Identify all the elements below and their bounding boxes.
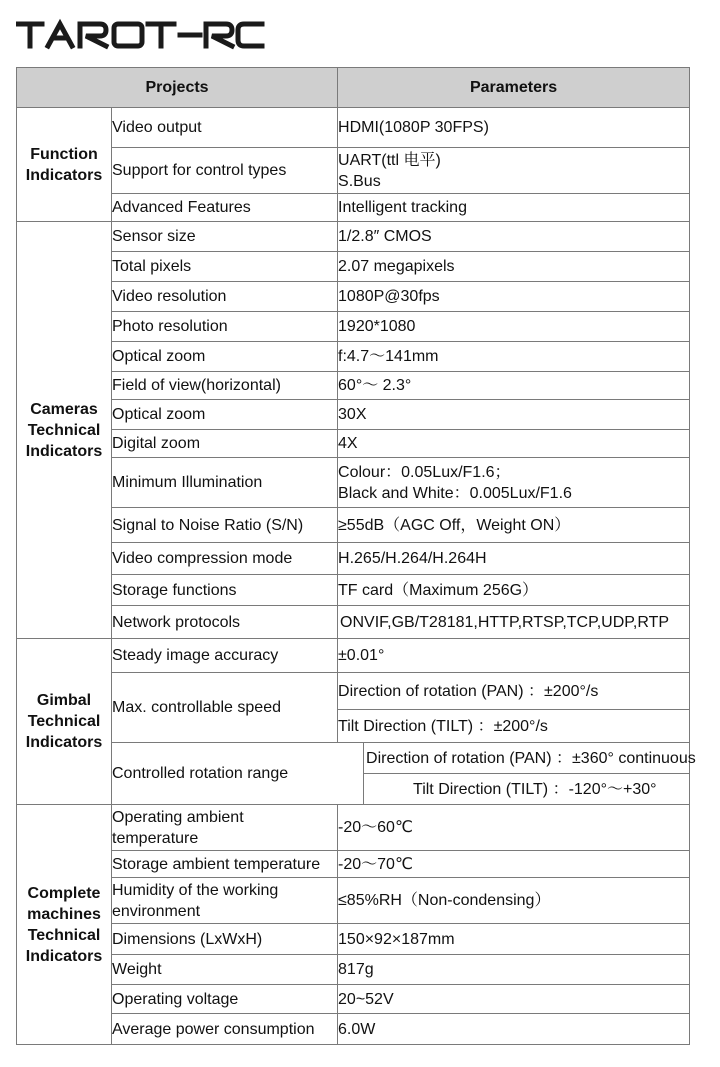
item-text-line: Optical zoom: [112, 406, 206, 423]
item-cell: Controlled rotation range: [112, 743, 364, 805]
table-row: [17, 458, 690, 508]
table-row: [17, 878, 690, 924]
value-text-line: -20～70℃: [338, 855, 413, 873]
item-text-line: Operating ambient: [112, 808, 244, 826]
value-cell: Direction of rotation (PAN) ：±200°/s: [338, 673, 690, 710]
value-text-line: ≥55dB（AGC Off，Weight ON）: [338, 516, 571, 534]
category-cell: [17, 108, 112, 222]
value-text-line: 150×92×187mm: [338, 930, 455, 948]
item-cell: [112, 282, 338, 312]
value-text-line: 20~52V: [338, 990, 394, 1008]
item-cell: Max. controllable speed: [112, 673, 338, 743]
item-cell: [112, 194, 338, 222]
value-text-line: Colour：0.05Lux/F1.6；: [338, 463, 511, 481]
item-cell: [112, 312, 338, 342]
category-label-line: Technical: [27, 926, 101, 944]
item-cell: [112, 878, 338, 924]
item-cell: Steady image accuracy: [112, 639, 338, 673]
value-cell: [338, 312, 690, 342]
item-cell: [112, 430, 338, 458]
category-label-line: Technical: [27, 421, 101, 439]
category-label-line: Indicators: [25, 166, 103, 184]
value-text-line: Black and White：0.005Lux/F1.6: [338, 484, 572, 502]
table-row: [17, 282, 690, 312]
table-row: [17, 508, 690, 543]
category-label-line: Cameras: [30, 400, 98, 418]
category-cell: [17, 805, 112, 1045]
item-text-line: Average power consumption: [112, 1020, 315, 1038]
item-cell: [112, 222, 338, 252]
item-cell: [112, 805, 338, 851]
value-text-line: H.265/H.264/H.264H: [338, 550, 487, 567]
value-text-line: HDMI(1080P 30FPS): [338, 119, 489, 136]
item-text-line: Operating voltage: [112, 990, 239, 1008]
table-row: [17, 575, 690, 606]
value-text-line: 2.07 megapixels: [338, 258, 455, 275]
value-text-line: S.Bus: [338, 172, 381, 190]
table-row: [17, 342, 690, 372]
value-text-line: 6.0W: [338, 1020, 376, 1038]
value-cell: [338, 805, 690, 851]
item-cell: [112, 575, 338, 606]
value-text-line: ≤85%RH（Non-condensing）: [338, 892, 551, 909]
item-text-line: Video compression mode: [112, 550, 293, 567]
value-cell: Direction of rotation (PAN) ：±360° continuous: [364, 743, 690, 774]
value-text-line: 30X: [338, 406, 367, 423]
category-label-line: machines: [27, 905, 101, 923]
item-text-line: Sensor size: [112, 228, 196, 245]
table-row: [17, 955, 690, 985]
value-cell: [338, 342, 690, 372]
table-row: [17, 194, 690, 222]
value-cell: [338, 458, 690, 508]
value-text-line: 1/2.8″ CMOS: [338, 228, 432, 245]
value-text-line: f:4.7～141mm: [338, 348, 439, 365]
value-text-line: Intelligent tracking: [338, 199, 467, 216]
item-text-line: Video output: [112, 119, 202, 136]
value-cell: [338, 955, 690, 985]
item-text-line: Signal to Noise Ratio (S/N): [112, 516, 304, 534]
value-cell: [338, 575, 690, 606]
value-cell: [338, 1014, 690, 1045]
table-row: [17, 148, 690, 194]
value-text-line: TF card（Maximum 256G）: [338, 581, 539, 599]
item-text-line: environment: [112, 902, 201, 920]
value-text-line: -20～60℃: [338, 819, 413, 836]
value-cell: [338, 543, 690, 575]
value-cell: ±0.01°: [338, 639, 690, 673]
value-text-line: 60°～ 2.3°: [338, 377, 412, 394]
item-cell: [112, 148, 338, 194]
value-cell: [338, 372, 690, 400]
table-row: [17, 312, 690, 342]
item-cell: [112, 543, 338, 575]
value-text-line: 1920*1080: [338, 318, 416, 335]
value-cell: [338, 222, 690, 252]
item-cell: [112, 851, 338, 878]
item-text-line: Minimum Illumination: [112, 474, 263, 491]
value-text-line: 817g: [338, 961, 374, 978]
table-row: [17, 606, 690, 639]
item-text-line: Storage ambient temperature: [112, 855, 321, 873]
value-cell: Tilt Direction (TILT) ：-120°～+30°: [364, 774, 690, 805]
item-text-line: Photo resolution: [112, 318, 228, 335]
item-text-line: temperature: [112, 829, 199, 847]
value-text-line: UART(ttl 电平): [338, 151, 441, 169]
item-cell: [112, 342, 338, 372]
item-cell: [112, 108, 338, 148]
projects-header: Projects: [17, 68, 338, 108]
table-row: [17, 430, 690, 458]
item-cell: [112, 1014, 338, 1045]
category-cell: [17, 222, 112, 639]
value-cell: [338, 148, 690, 194]
value-cell: [338, 282, 690, 312]
category-label-line: Technical: [27, 713, 101, 730]
table-row: [17, 985, 690, 1014]
value-cell: [338, 252, 690, 282]
tarot-rc-logo-graphic: [16, 18, 266, 50]
table-row: [17, 372, 690, 400]
table-row: [17, 805, 690, 851]
item-cell: [112, 458, 338, 508]
table-row: [17, 924, 690, 955]
item-text-line: Dimensions (LxWxH): [112, 930, 263, 948]
category-label-line: Function: [30, 145, 98, 163]
specification-table: [16, 67, 696, 1045]
category-cell: [17, 639, 112, 805]
item-text-line: Advanced Features: [112, 199, 251, 216]
item-text-line: Support for control types: [112, 162, 287, 179]
item-cell: [112, 606, 338, 639]
tarot-rc-logo: [16, 18, 266, 50]
value-cell: Tilt Direction (TILT) ：±200°/s: [338, 710, 690, 743]
table-row: [17, 543, 690, 575]
value-cell: [338, 924, 690, 955]
item-text-line: Total pixels: [112, 258, 192, 275]
item-text-line: Video resolution: [112, 288, 227, 305]
item-text-line: Optical zoom: [112, 348, 206, 365]
item-cell: [112, 508, 338, 543]
category-label-line: Indicators: [25, 947, 103, 965]
item-cell: [112, 252, 338, 282]
table-row: [17, 222, 690, 252]
table-row: [17, 1014, 690, 1045]
item-text-line: Network protocols: [112, 613, 241, 631]
item-text-line: Digital zoom: [112, 435, 201, 452]
value-cell: [338, 851, 690, 878]
value-cell: [338, 985, 690, 1014]
category-label-line: Complete: [27, 884, 101, 902]
value-cell: [338, 108, 690, 148]
value-cell: [338, 508, 690, 543]
value-cell: [338, 606, 690, 639]
table-row: [17, 851, 690, 878]
category-label-line: Gimbal: [36, 692, 92, 709]
value-text-line: ONVIF,GB/T28181,HTTP,RTSP,TCP,UDP,RTP: [340, 613, 670, 631]
category-label-line: Indicators: [25, 734, 103, 751]
value-cell: [338, 194, 690, 222]
table-row: [17, 252, 690, 282]
item-cell: [112, 400, 338, 430]
item-cell: [112, 985, 338, 1014]
item-text-line: Weight: [112, 961, 162, 978]
value-cell: [338, 400, 690, 430]
value-text-line: 1080P@30fps: [338, 288, 440, 305]
item-text-line: Field of view(horizontal): [112, 377, 281, 394]
category-label-line: Indicators: [25, 442, 103, 460]
value-text-line: 4X: [338, 435, 358, 452]
table-row: [17, 108, 690, 148]
item-cell: [112, 372, 338, 400]
parameters-header: Parameters: [338, 68, 690, 108]
table-row: [17, 400, 690, 430]
item-cell: [112, 924, 338, 955]
item-text-line: Storage functions: [112, 581, 237, 599]
value-cell: [338, 878, 690, 924]
item-text-line: Humidity of the working: [112, 881, 279, 899]
value-cell: [338, 430, 690, 458]
item-cell: [112, 955, 338, 985]
